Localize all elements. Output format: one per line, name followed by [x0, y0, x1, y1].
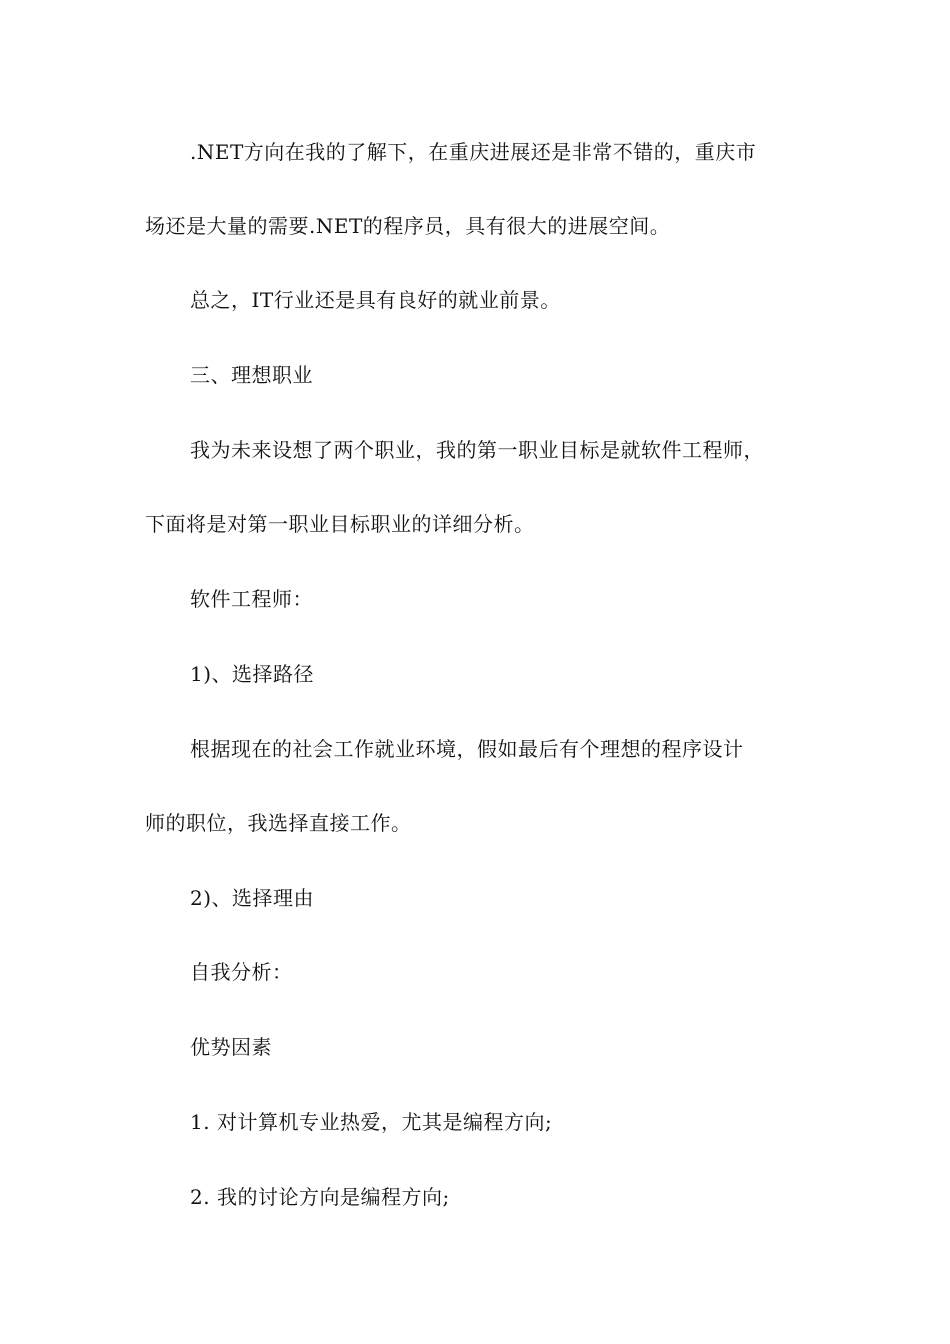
subheading: 1)、选择路径 [190, 662, 315, 686]
subheading: 软件工程师： [190, 587, 313, 611]
paragraph-line: 下面将是对第一职业目标职业的详细分析。 [145, 512, 535, 536]
subheading: 优势因素 [190, 1035, 272, 1059]
paragraph-line: 师的职位，我选择直接工作。 [145, 811, 412, 835]
paragraph-line: .NET方向在我的了解下，在重庆进展还是非常不错的，重庆市 [190, 140, 757, 164]
paragraph-line: 场还是大量的需要.NET的程序员，具有很大的进展空间。 [145, 214, 671, 238]
paragraph-line: 我为未来设想了两个职业，我的第一职业目标是就软件工程师， [190, 438, 764, 462]
subheading: 自我分析： [190, 960, 293, 984]
list-item: 2. 我的讨论方向是编程方向; [190, 1185, 450, 1209]
paragraph-line: 总之，IT行业还是具有良好的就业前景。 [190, 288, 561, 312]
list-item: 1. 对计算机专业热爱，尤其是编程方向; [190, 1110, 553, 1134]
section-heading: 三、理想职业 [190, 363, 313, 387]
subheading: 2)、选择理由 [190, 886, 315, 910]
paragraph-line: 根据现在的社会工作就业环境，假如最后有个理想的程序设计 [190, 737, 744, 761]
